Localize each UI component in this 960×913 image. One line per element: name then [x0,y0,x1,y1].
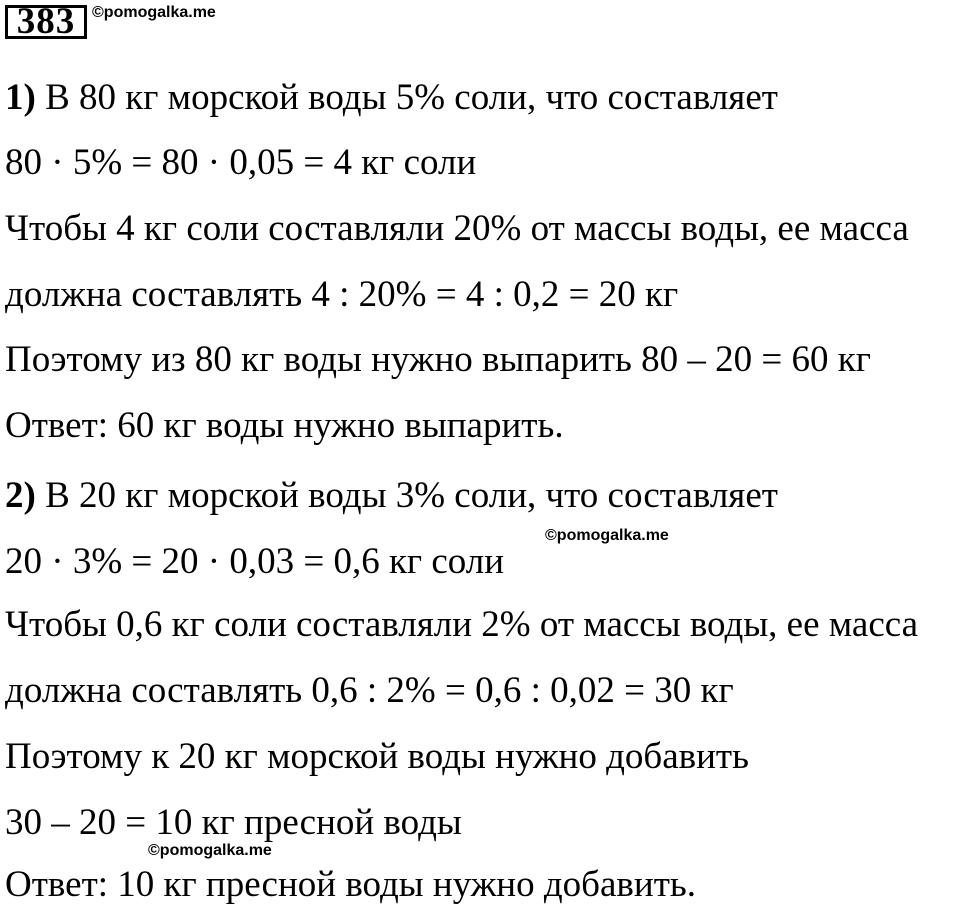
part2-mass-calc: должна составлять 0,6 : 2% = 0,6 : 0,02 = 30 кг [5,670,734,711]
part2-add-calc: 30 – 20 = 10 кг пресной воды [5,802,462,843]
part2-intro-line [5,474,778,518]
watermark: ©pomogalka.me [92,4,216,21]
problem-number: 383 [5,5,87,39]
watermark: ©pomogalka.me [148,842,272,859]
part2-answer: Ответ: 10 кг пресной воды нужно добавить. [5,864,696,905]
part1-evaporate: Поэтому из 80 кг воды нужно выпарить 80 – 20 = 60 кг [5,339,871,380]
part2-intro: В 20 кг морской воды 3% соли, что составляет [35,475,778,516]
watermark: ©pomogalka.me [545,527,669,544]
part2-add-line: Поэтому к 20 кг морской воды нужно добавить [5,736,749,777]
part1-condition: Чтобы 4 кг соли составляли 20% от массы воды, ее масса [5,208,909,249]
part1-intro-line [5,76,778,120]
part1-mass-calc: должна составлять 4 : 20% = 4 : 0,2 = 20 кг [5,274,679,315]
part1-intro: В 80 кг морской воды 5% соли, что составляет [35,77,778,118]
part1-answer: Ответ: 60 кг воды нужно выпарить. [5,405,564,446]
part1-label: 1) [5,77,36,118]
part2-condition: Чтобы 0,6 кг соли составляли 2% от массы воды, ее масса [5,604,919,645]
part1-salt-calc: 80 · 5% = 80 · 0,05 = 4 кг соли [5,142,477,183]
part2-label: 2) [5,475,36,516]
part2-salt-calc: 20 · 3% = 20 · 0,03 = 0,6 кг соли [5,541,505,582]
